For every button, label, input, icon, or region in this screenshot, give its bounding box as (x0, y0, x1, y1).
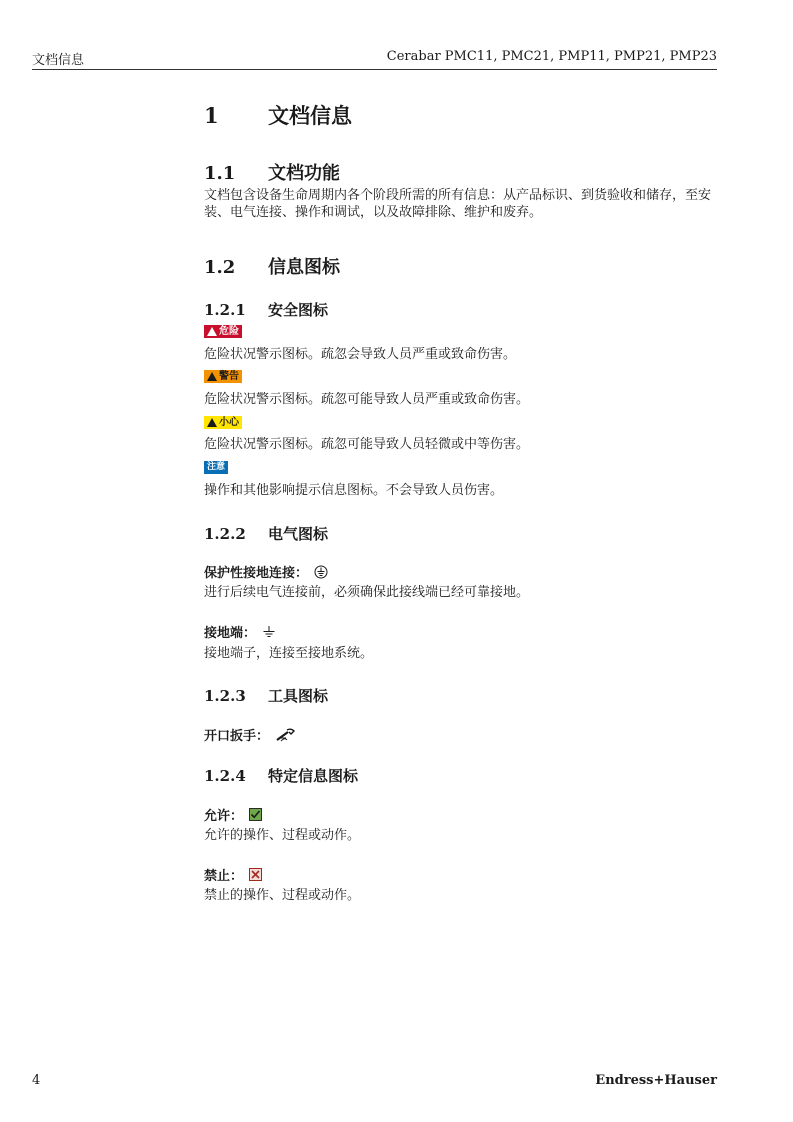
forbidden-cross-icon (249, 868, 262, 881)
danger-badge-label: 危险 (219, 326, 239, 337)
ground-icon (262, 625, 276, 639)
subsection-title: 安全图标 (268, 301, 329, 319)
section-heading-1-2 (204, 253, 340, 279)
danger-badge (204, 325, 242, 338)
subsection-number: 1.2.3 (204, 687, 246, 705)
warning-triangle-icon (207, 418, 217, 427)
open-end-wrench-icon (275, 728, 297, 742)
notice-description: 操作和其他影响提示信息图标。不会导致人员伤害。 (204, 483, 504, 498)
warning-description: 危险状况警示图标。疏忽可能导致人员严重或致命伤害。 (204, 392, 530, 407)
notice-badge-label: 注意 (207, 462, 226, 472)
wrench-label (204, 725, 297, 744)
protective-earth-icon (314, 565, 328, 579)
warning-badge-label: 警告 (219, 371, 239, 382)
forbidden-label-text: 禁止： (204, 869, 244, 884)
subsection-title: 特定信息图标 (268, 767, 359, 785)
ground-label (204, 622, 276, 641)
section-title: 文档功能 (268, 163, 340, 184)
permitted-description: 允许的操作、过程或动作。 (204, 828, 361, 843)
brand-logo: Endress+Hauser (595, 1073, 717, 1088)
forbidden-label (204, 865, 262, 884)
warning-badge (204, 370, 242, 383)
permitted-label (204, 805, 262, 824)
wrench-label-text: 开口扳手： (204, 729, 270, 744)
header-product-names: Cerabar PMC11, PMC21, PMP11, PMP21, PMP23 (386, 49, 717, 64)
section-number: 1.1 (204, 163, 236, 184)
caution-badge (204, 416, 242, 429)
notice-badge (204, 461, 228, 474)
warning-triangle-icon (207, 372, 217, 381)
document-function-text: 文档包含设备生命周期内各个阶段所需的所有信息：从产品标识、到货验收和储存，至安装、电气连接、操作和调试，以及故障排除、维护和废弃。 (204, 188, 712, 220)
subsection-title: 电气图标 (268, 525, 329, 543)
warning-triangle-icon (207, 327, 217, 336)
protective-earth-label (204, 562, 328, 581)
page-number: 4 (32, 1073, 41, 1088)
section-number: 1.2 (204, 257, 236, 278)
subsection-number: 1.2.1 (204, 301, 246, 319)
subsection-number: 1.2.2 (204, 525, 246, 543)
protective-earth-description: 进行后续电气连接前，必须确保此接线端已经可靠接地。 (204, 585, 530, 600)
danger-description: 危险状况警示图标。疏忽会导致人员严重或致命伤害。 (204, 347, 517, 362)
section-title: 信息图标 (268, 257, 340, 278)
chapter-heading (204, 100, 352, 130)
ground-description: 接地端子，连接至接地系统。 (204, 646, 374, 661)
chapter-number: 1 (204, 103, 219, 128)
section-heading-1-1 (204, 159, 340, 185)
forbidden-description: 禁止的操作、过程或动作。 (204, 888, 361, 903)
header-divider (32, 69, 717, 70)
chapter-title: 文档信息 (268, 103, 352, 128)
subsection-heading-1-2-2 (204, 523, 328, 544)
subsection-heading-1-2-3 (204, 685, 328, 706)
subsection-title: 工具图标 (268, 687, 329, 705)
subsection-number: 1.2.4 (204, 767, 246, 785)
permitted-label-text: 允许： (204, 809, 244, 824)
caution-badge-label: 小心 (219, 417, 239, 428)
header-section-title: 文档信息 (32, 53, 85, 68)
protective-earth-label-text: 保护性接地连接： (204, 566, 309, 581)
permitted-checkmark-icon (249, 808, 262, 821)
ground-label-text: 接地端： (204, 626, 257, 641)
caution-description: 危险状况警示图标。疏忽可能导致人员轻微或中等伤害。 (204, 437, 530, 452)
subsection-heading-1-2-4 (204, 765, 358, 786)
subsection-heading-1-2-1 (204, 299, 328, 320)
